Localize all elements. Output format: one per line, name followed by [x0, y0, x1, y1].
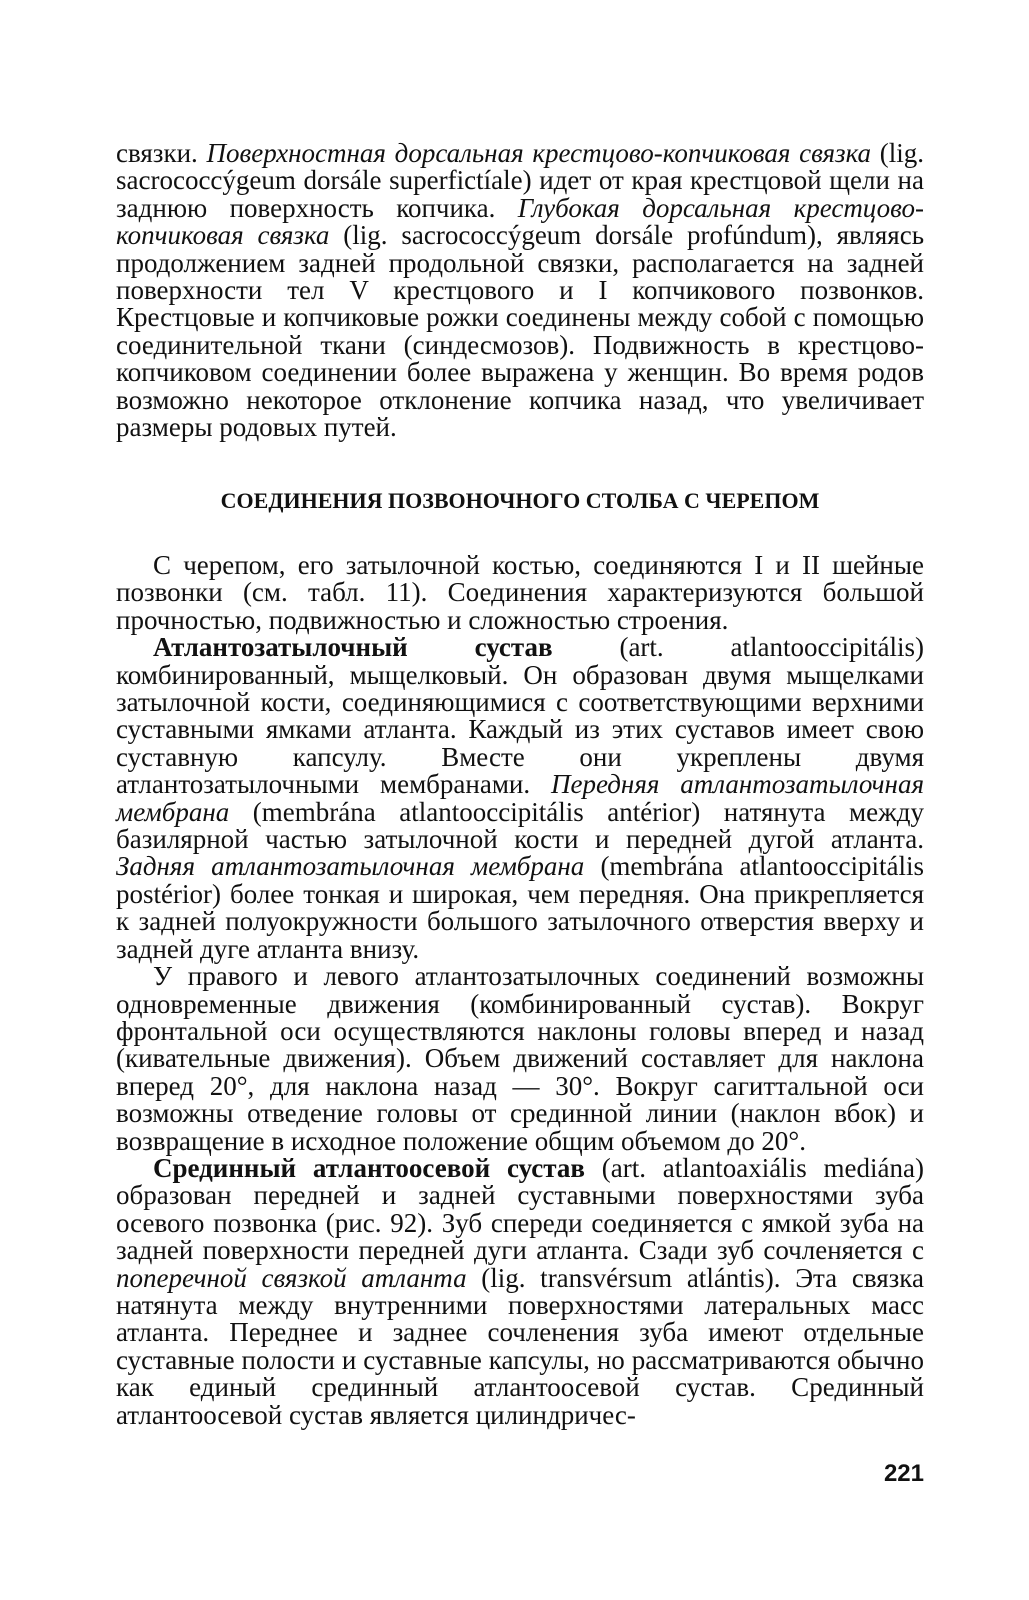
text-block-top [116, 140, 924, 441]
paragraph-movements: У правого и левого атлантозатылочных соединений возможны одновременные движения (комбинированный сустав). Вокруг фронтальной оси осуществляются наклоны головы вперед и назад (кивательные движения). Объем движений составляет для наклона вперед 20°, для наклона назад — 30°. Вокруг сагиттальной оси возможны отведение головы от срединной линии (наклон вбок) и возвращение в исходное положение общим объемом до 20°. [116, 961, 924, 1156]
term-anterior-membrane: Передняя атлантозатылочная мембрана [116, 769, 924, 827]
paragraph-median-atlanto-axial-joint [116, 1152, 924, 1430]
term-transverse-ligament: поперечной связкой атланта [116, 1262, 467, 1293]
page-number: 221 [883, 1460, 924, 1487]
paragraph-atlanto-occipital-joint [116, 634, 924, 963]
text-run: (lig. sacrococcýgeum dorsále profúndum), являясь продолжением задней продольной связки, располагается на задней поверхности тел V крестцового и I копчикового позвонков. Крестцовые и копчиковые рожки соединены между собой с помощью соединительной ткани (синдесмозов). Подвижность в крестцово-копчиковом соединении более выражена у женщин. Во время родов возможно некоторое отклонение копчика назад, что увеличивает размеры родовых путей. [116, 220, 925, 443]
term-atlanto-occipital-joint: Атлантозатылочный сустав [153, 632, 553, 663]
term-deep-ligament: Глубокая дорсальная крестцово-копчиковая связка [116, 192, 924, 251]
text-run: (membrána atlantooccipitális antérior) натянута между базилярной частью затылочной кости и передней дугой атланта. [116, 796, 924, 855]
text-run: (lig. transvérsum atlántis). Эта связка натянута между внутренними поверхностями латеральных масс атланта. Переднее и заднее сочленения зуба имеют отдельные суставные полости и суставные капсулы, но рассматриваются обычно как единый срединный атлантоосевой сустав. Срединный атлантоосевой сустав является цилиндричес- [116, 1262, 924, 1430]
paragraph-intro: С черепом, его затылочной костью, соединяются I и II шейные позвонки (см. табл. 11). Соединения характеризуются большой прочностью, подвижностью и сложностью строения. [116, 550, 924, 635]
text-run: (lig. sacrococcýgeum dorsále superfictíale) идет от края крестцовой щели на заднюю поверхность копчика. [116, 138, 925, 223]
term-posterior-membrane: Задняя атлантозатылочная мембрана [116, 851, 585, 882]
paragraph-sacrococcygeal-ligaments [116, 140, 924, 441]
text-block-main [116, 552, 924, 1429]
text-run: (membrána atlantooccipitális postérior) более тонкая и широкая, чем передняя. Она прикрепляется к задней полуокружности большого затылочного отверстия вверху и задней дуге атланта внизу. [116, 851, 924, 964]
term-superficial-ligament: Поверхностная дорсальная крестцово-копчиковая связка [206, 138, 872, 168]
text-run: (art. atlantoaxiális mediána) образован передней и задней суставными поверхностями зуба осевого позвонка (рис. 92). Зуб спереди соединяется с ямкой зуба на задней поверхности передней дуги атланта. Сзади зуб сочленяется с [116, 1152, 924, 1266]
term-median-atlanto-axial-joint: Срединный атлантоосевой сустав [153, 1152, 585, 1183]
text-run: (art. atlantooccipitális) комбинированный, мыщелковый. Он образован двумя мыщелками затылочной кости, соединяющимися с соответствующими верхними суставными ямками атланта. Каждый из этих суставов имеет свою суставную капсулу. Вместе они укреплены двумя атлантозатылочными мембранами. [116, 632, 924, 800]
text-run: связки. [116, 138, 207, 168]
section-heading: СОЕДИНЕНИЯ ПОЗВОНОЧНОГО СТОЛБА С ЧЕРЕПОМ [220, 488, 820, 513]
